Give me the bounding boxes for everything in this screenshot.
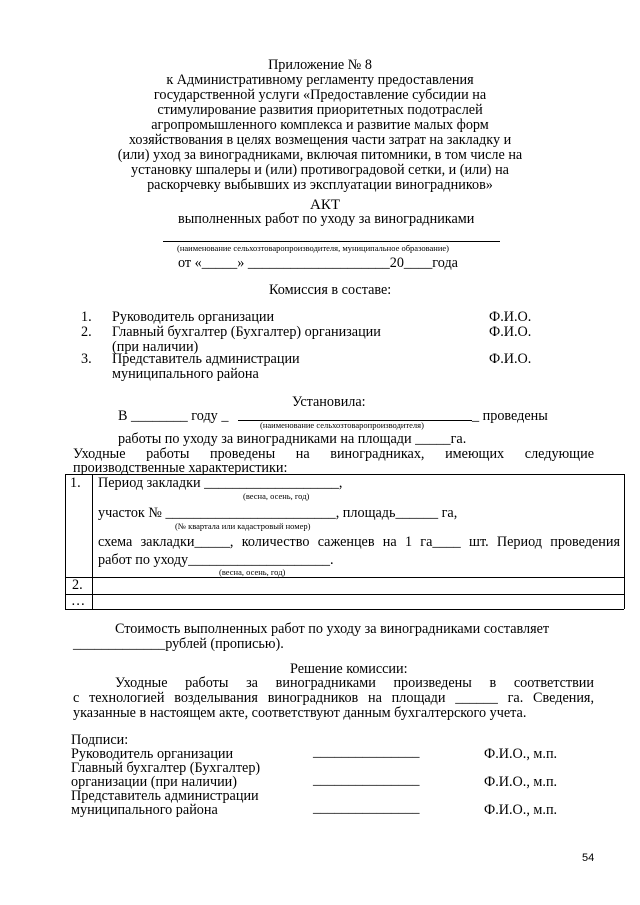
act-date-line: от «_____» ____________________20____года xyxy=(178,255,458,271)
decision-line: указанные в настоящем акте, соответствуют данным бухгалтерского учета. xyxy=(73,705,527,721)
plot-line: участок № ________________________, площадь______ га, xyxy=(98,505,458,521)
signature-label-note: муниципального района xyxy=(71,802,218,818)
table-border xyxy=(65,474,66,609)
signature-blank: _______________ xyxy=(313,772,420,788)
table-border xyxy=(65,609,624,610)
member-number: 2. xyxy=(81,324,92,340)
established-area-line: работы по уходу за виноградниками на площади _____га. xyxy=(118,431,467,447)
table-row-number: 2. xyxy=(72,577,83,593)
member-role: Руководитель организации xyxy=(112,309,275,325)
name-underline xyxy=(163,241,500,242)
appendix-line: агропромышленного комплекса и развитие малых форм xyxy=(151,117,489,133)
page-number: 54 xyxy=(582,852,595,864)
signature-blank: _______________ xyxy=(313,744,420,760)
appendix-line: стимулирование развития приоритетных подотраслей xyxy=(157,102,483,118)
plot-hint: (№ квартала или кадастровый номер) xyxy=(175,521,311,531)
table-border xyxy=(65,577,624,578)
signature-fio: Ф.И.О., м.п. xyxy=(484,746,558,762)
established-line-end: _ проведены xyxy=(472,408,548,424)
member-fio: Ф.И.О. xyxy=(489,351,532,367)
cost-words-line: _____________рублей (прописью). xyxy=(73,636,284,652)
commission-heading: Комиссия в составе: xyxy=(269,282,392,298)
cost-line: Стоимость выполненных работ по уходу за виноградниками составляет xyxy=(115,621,550,637)
established-characteristics-line: производственные характеристики: xyxy=(73,460,288,476)
signature-fio: Ф.И.О., м.п. xyxy=(484,774,558,790)
appendix-line: раскорчевку выбывших из эксплуатации виноградников» xyxy=(147,177,493,193)
care-period-line: работ по уходу____________________. xyxy=(98,552,334,568)
appendix-line: к Административному регламенту предоставления xyxy=(166,72,474,88)
producer-hint: (наименование сельхозтоваропроизводителя) xyxy=(260,420,424,430)
signature-fio: Ф.И.О., м.п. xyxy=(484,802,558,818)
appendix-line: хозяйствования в целях возмещения части затрат на закладку и xyxy=(128,132,512,148)
table-row-number: 1. xyxy=(70,475,81,491)
act-title: АКТ xyxy=(310,197,340,213)
member-number: 3. xyxy=(81,351,92,367)
appendix-line: государственной услуги «Предоставление субсидии на xyxy=(153,87,487,103)
planting-scheme-line: схема закладки_____, количество саженцев на 1 га____ шт. Период проведения xyxy=(98,534,620,550)
signature-label: Представитель администрации xyxy=(71,788,259,804)
act-subtitle: выполненных работ по уходу за виноградниками xyxy=(178,211,475,227)
signature-label: Главный бухгалтер (Бухгалтер) xyxy=(71,760,261,776)
established-works-line: Уходные работы проведены на виноградниках, имеющих следующие xyxy=(73,446,594,462)
signature-blank: _______________ xyxy=(313,800,420,816)
table-border xyxy=(92,474,93,609)
signatures-heading: Подписи: xyxy=(71,732,129,748)
decision-line: с технологией возделывания виноградников на площади ______ га. Сведения, xyxy=(73,690,594,706)
member-fio: Ф.И.О. xyxy=(489,324,532,340)
signature-label-note: организации (при наличии) xyxy=(71,774,237,790)
appendix-line: установку шпалеры и (или) противоградовой сетки, и (или) на xyxy=(131,162,509,178)
member-number: 1. xyxy=(81,309,92,325)
care-period-hint: (весна, осень, год) xyxy=(219,567,286,577)
table-row-number: … xyxy=(71,593,86,609)
established-line-start: В ________ году _ xyxy=(118,408,229,424)
signature-label: Руководитель организации xyxy=(71,746,234,762)
member-fio: Ф.И.О. xyxy=(489,309,532,325)
table-border xyxy=(624,474,625,609)
planting-period-hint: (весна, осень, год) xyxy=(243,491,310,501)
member-role: Представитель администрации xyxy=(112,351,300,367)
decision-heading: Решение комиссии: xyxy=(290,661,408,677)
table-border xyxy=(65,594,624,595)
member-role-note: муниципального района xyxy=(112,366,259,382)
decision-line: Уходные работы за виноградниками произведены в соответствии xyxy=(115,675,594,691)
appendix-line: (или) уход за виноградниками, включая питомники, в том числе на xyxy=(117,147,523,163)
member-role: Главный бухгалтер (Бухгалтер) организации xyxy=(112,324,381,340)
appendix-number: Приложение № 8 xyxy=(268,57,372,73)
planting-period: Период закладки ___________________, xyxy=(98,475,343,491)
name-hint: (наименование сельхозтоваропроизводителя, муниципальное образование) xyxy=(177,243,449,253)
established-heading: Установила: xyxy=(292,394,366,410)
member-role-note: (при наличии) xyxy=(112,339,199,355)
